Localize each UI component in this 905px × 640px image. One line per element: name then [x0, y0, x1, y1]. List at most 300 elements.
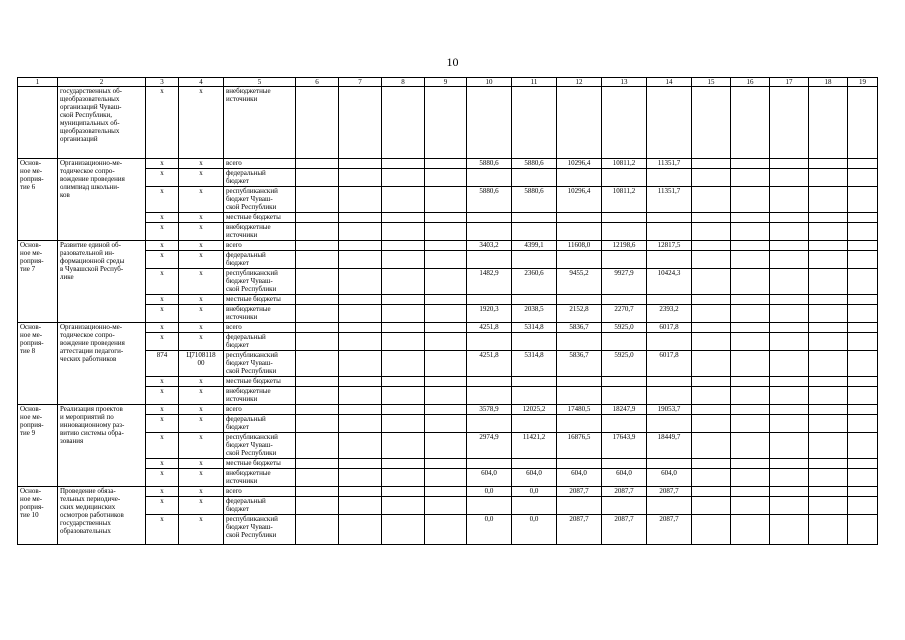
- cell-empty: [809, 251, 848, 269]
- cell-value: [602, 87, 647, 159]
- cell-empty: [731, 187, 770, 213]
- cell-col3: х: [146, 87, 179, 159]
- cell-empty: [425, 159, 467, 169]
- cell-value: 5836,7: [557, 351, 602, 377]
- cell-value: [647, 387, 692, 405]
- cell-empty: [425, 433, 467, 459]
- cell-value: 2087,7: [602, 487, 647, 497]
- cell-value: 4251,8: [467, 323, 512, 333]
- cell-value: 9927,9: [602, 269, 647, 295]
- cell-empty: [339, 497, 382, 515]
- cell-empty: [296, 251, 339, 269]
- cell-empty: [770, 515, 809, 545]
- cell-empty: [339, 187, 382, 213]
- cell-empty: [731, 295, 770, 305]
- cell-value: [647, 377, 692, 387]
- cell-empty: [339, 377, 382, 387]
- cell-empty: [425, 415, 467, 433]
- cell-value: [512, 415, 557, 433]
- column-header: 10: [467, 78, 512, 87]
- cell-source: внебюджетные источники: [224, 223, 296, 241]
- cell-empty: [339, 213, 382, 223]
- cell-empty: [809, 377, 848, 387]
- cell-col4: х: [179, 323, 224, 333]
- cell-source: местные бюджеты: [224, 377, 296, 387]
- cell-value: 17643,9: [602, 433, 647, 459]
- cell-col4: х: [179, 169, 224, 187]
- cell-empty: [382, 487, 425, 497]
- cell-value: [512, 387, 557, 405]
- cell-empty: [731, 487, 770, 497]
- cell-value: [512, 213, 557, 223]
- cell-value: [647, 213, 692, 223]
- cell-empty: [848, 269, 878, 295]
- table-row: [18, 305, 878, 323]
- cell-empty: [770, 323, 809, 333]
- column-header: 1: [18, 78, 58, 87]
- cell-value: 0,0: [467, 515, 512, 545]
- cell-value: 4251,8: [467, 351, 512, 377]
- cell-value: 18247,9: [602, 405, 647, 415]
- cell-value: [647, 415, 692, 433]
- cell-value: [557, 497, 602, 515]
- cell-value: [602, 387, 647, 405]
- cell-empty: [382, 459, 425, 469]
- cell-value: 2152,8: [557, 305, 602, 323]
- cell-value: [512, 251, 557, 269]
- table-row: [18, 497, 878, 515]
- cell-source: республиканский бюджет Чуваш- ской Республики: [224, 187, 296, 213]
- cell-value: [557, 213, 602, 223]
- cell-empty: [731, 269, 770, 295]
- cell-value: [512, 87, 557, 159]
- cell-empty: [770, 159, 809, 169]
- table-header-row: [18, 78, 878, 87]
- cell-source: республиканский бюджет Чуваш- ской Республики: [224, 351, 296, 377]
- cell-value: 19053,7: [647, 405, 692, 415]
- cell-empty: [731, 223, 770, 241]
- cell-empty: [770, 223, 809, 241]
- cell-source: местные бюджеты: [224, 295, 296, 305]
- cell-col3: 874: [146, 351, 179, 377]
- cell-value: [512, 223, 557, 241]
- cell-empty: [809, 187, 848, 213]
- cell-empty: [848, 351, 878, 377]
- cell-description: Организационно-ме- тодическое сопро- вождение проведения олимпиад школьни- ков: [58, 159, 146, 241]
- cell-value: [647, 333, 692, 351]
- cell-value: 2087,7: [557, 487, 602, 497]
- table-row: [18, 295, 878, 305]
- cell-empty: [809, 269, 848, 295]
- column-header: 16: [731, 78, 770, 87]
- cell-empty: [692, 87, 731, 159]
- cell-source: всего: [224, 241, 296, 251]
- cell-activity: Основ- ное ме- роприя- тие 7: [18, 241, 58, 323]
- cell-empty: [848, 377, 878, 387]
- cell-col4: х: [179, 269, 224, 295]
- cell-empty: [848, 159, 878, 169]
- cell-value: [467, 169, 512, 187]
- cell-empty: [731, 213, 770, 223]
- cell-value: 604,0: [647, 469, 692, 487]
- cell-empty: [339, 251, 382, 269]
- cell-empty: [848, 497, 878, 515]
- cell-value: 2393,2: [647, 305, 692, 323]
- cell-empty: [425, 169, 467, 187]
- cell-empty: [692, 415, 731, 433]
- cell-value: [467, 333, 512, 351]
- cell-col3: х: [146, 333, 179, 351]
- table-row: [18, 415, 878, 433]
- column-header: 18: [809, 78, 848, 87]
- table-row: [18, 405, 878, 415]
- cell-empty: [848, 305, 878, 323]
- cell-empty: [692, 169, 731, 187]
- cell-empty: [770, 387, 809, 405]
- cell-empty: [848, 241, 878, 251]
- cell-empty: [425, 377, 467, 387]
- cell-empty: [848, 459, 878, 469]
- table-row: [18, 377, 878, 387]
- cell-value: 11351,7: [647, 187, 692, 213]
- cell-col3: х: [146, 433, 179, 459]
- cell-empty: [809, 159, 848, 169]
- cell-empty: [731, 159, 770, 169]
- cell-empty: [425, 469, 467, 487]
- cell-source: внебюджетные источники: [224, 387, 296, 405]
- cell-col4: х: [179, 295, 224, 305]
- cell-empty: [382, 187, 425, 213]
- cell-value: 17480,5: [557, 405, 602, 415]
- column-header: 14: [647, 78, 692, 87]
- cell-empty: [692, 405, 731, 415]
- cell-source: республиканский бюджет Чуваш- ской Республики: [224, 269, 296, 295]
- cell-empty: [731, 415, 770, 433]
- cell-empty: [692, 433, 731, 459]
- cell-empty: [848, 433, 878, 459]
- cell-source: федеральный бюджет: [224, 497, 296, 515]
- cell-source: федеральный бюджет: [224, 251, 296, 269]
- cell-empty: [382, 387, 425, 405]
- cell-source: федеральный бюджет: [224, 169, 296, 187]
- column-header: 12: [557, 78, 602, 87]
- cell-source: всего: [224, 323, 296, 333]
- cell-empty: [731, 459, 770, 469]
- cell-activity: Основ- ное ме- роприя- тие 8: [18, 323, 58, 405]
- column-header: 11: [512, 78, 557, 87]
- cell-col3: х: [146, 377, 179, 387]
- cell-empty: [692, 305, 731, 323]
- cell-value: [557, 333, 602, 351]
- cell-empty: [339, 515, 382, 545]
- cell-empty: [382, 169, 425, 187]
- cell-empty: [296, 213, 339, 223]
- cell-value: [602, 213, 647, 223]
- cell-empty: [382, 223, 425, 241]
- cell-empty: [731, 333, 770, 351]
- cell-empty: [809, 415, 848, 433]
- cell-source: внебюджетные источники: [224, 469, 296, 487]
- cell-value: [557, 87, 602, 159]
- cell-empty: [425, 515, 467, 545]
- cell-empty: [339, 159, 382, 169]
- cell-empty: [692, 295, 731, 305]
- cell-empty: [296, 459, 339, 469]
- cell-value: 5880,6: [467, 159, 512, 169]
- cell-empty: [770, 377, 809, 387]
- cell-value: 2360,6: [512, 269, 557, 295]
- cell-col3: х: [146, 387, 179, 405]
- cell-empty: [425, 241, 467, 251]
- cell-empty: [296, 469, 339, 487]
- cell-empty: [296, 269, 339, 295]
- cell-col4: х: [179, 459, 224, 469]
- cell-source: федеральный бюджет: [224, 333, 296, 351]
- cell-empty: [296, 241, 339, 251]
- cell-empty: [296, 187, 339, 213]
- cell-empty: [770, 295, 809, 305]
- cell-col3: х: [146, 487, 179, 497]
- cell-empty: [770, 351, 809, 377]
- column-header: 13: [602, 78, 647, 87]
- cell-empty: [339, 87, 382, 159]
- cell-empty: [692, 333, 731, 351]
- cell-value: [557, 387, 602, 405]
- cell-empty: [382, 295, 425, 305]
- cell-empty: [809, 213, 848, 223]
- cell-empty: [382, 251, 425, 269]
- cell-value: 5314,8: [512, 323, 557, 333]
- cell-value: [602, 459, 647, 469]
- cell-col3: х: [146, 159, 179, 169]
- cell-value: [467, 223, 512, 241]
- cell-value: 5925,0: [602, 323, 647, 333]
- cell-value: 0,0: [512, 515, 557, 545]
- cell-value: [647, 295, 692, 305]
- cell-empty: [296, 497, 339, 515]
- cell-empty: [339, 295, 382, 305]
- cell-empty: [731, 169, 770, 187]
- cell-value: 5314,8: [512, 351, 557, 377]
- cell-value: 5836,7: [557, 323, 602, 333]
- cell-empty: [731, 405, 770, 415]
- cell-col4: х: [179, 187, 224, 213]
- cell-empty: [809, 87, 848, 159]
- cell-value: [557, 251, 602, 269]
- cell-empty: [425, 387, 467, 405]
- cell-empty: [692, 469, 731, 487]
- cell-empty: [382, 377, 425, 387]
- cell-empty: [848, 87, 878, 159]
- column-header: 2: [58, 78, 146, 87]
- cell-value: [602, 333, 647, 351]
- cell-empty: [848, 333, 878, 351]
- cell-empty: [731, 469, 770, 487]
- cell-empty: [296, 223, 339, 241]
- cell-empty: [382, 515, 425, 545]
- cell-empty: [382, 323, 425, 333]
- cell-value: [512, 459, 557, 469]
- cell-empty: [692, 487, 731, 497]
- cell-empty: [692, 323, 731, 333]
- cell-empty: [296, 433, 339, 459]
- cell-empty: [770, 169, 809, 187]
- cell-value: 10811,2: [602, 187, 647, 213]
- cell-empty: [692, 241, 731, 251]
- cell-empty: [296, 515, 339, 545]
- cell-col4: х: [179, 251, 224, 269]
- cell-empty: [692, 351, 731, 377]
- cell-source: всего: [224, 159, 296, 169]
- cell-empty: [692, 377, 731, 387]
- cell-empty: [425, 305, 467, 323]
- cell-empty: [425, 251, 467, 269]
- cell-col4: Ц7108118 00: [179, 351, 224, 377]
- cell-empty: [339, 405, 382, 415]
- cell-col3: х: [146, 497, 179, 515]
- column-header: 17: [770, 78, 809, 87]
- cell-empty: [382, 241, 425, 251]
- cell-value: [557, 295, 602, 305]
- cell-col4: х: [179, 405, 224, 415]
- cell-value: [512, 333, 557, 351]
- cell-empty: [425, 333, 467, 351]
- cell-value: [467, 387, 512, 405]
- cell-source: республиканский бюджет Чуваш- ской Республики: [224, 433, 296, 459]
- table-row: [18, 187, 878, 213]
- cell-empty: [770, 433, 809, 459]
- cell-value: 12198,6: [602, 241, 647, 251]
- cell-value: 2087,7: [557, 515, 602, 545]
- cell-empty: [339, 415, 382, 433]
- cell-empty: [809, 515, 848, 545]
- cell-value: 12817,5: [647, 241, 692, 251]
- cell-col4: х: [179, 497, 224, 515]
- cell-description: государственных об- щеобразовательных организаций Чуваш- ской Республики, муниципальных об- щеобразовательных организаций: [58, 87, 146, 159]
- cell-empty: [809, 387, 848, 405]
- cell-empty: [770, 469, 809, 487]
- cell-empty: [296, 87, 339, 159]
- cell-value: [602, 497, 647, 515]
- cell-empty: [425, 351, 467, 377]
- cell-col4: х: [179, 305, 224, 323]
- cell-empty: [296, 159, 339, 169]
- cell-empty: [296, 295, 339, 305]
- cell-empty: [382, 213, 425, 223]
- cell-source: внебюджетные источники: [224, 87, 296, 159]
- cell-source: республиканский бюджет Чуваш- ской Республики: [224, 515, 296, 545]
- cell-empty: [296, 415, 339, 433]
- cell-empty: [731, 433, 770, 459]
- cell-empty: [809, 433, 848, 459]
- cell-empty: [425, 405, 467, 415]
- cell-empty: [770, 305, 809, 323]
- cell-empty: [848, 415, 878, 433]
- cell-empty: [848, 405, 878, 415]
- cell-value: [512, 169, 557, 187]
- cell-empty: [809, 469, 848, 487]
- cell-empty: [809, 333, 848, 351]
- cell-empty: [770, 459, 809, 469]
- cell-empty: [339, 169, 382, 187]
- cell-empty: [425, 223, 467, 241]
- cell-col4: х: [179, 433, 224, 459]
- cell-empty: [382, 159, 425, 169]
- table-row: [18, 251, 878, 269]
- cell-empty: [296, 377, 339, 387]
- cell-col4: х: [179, 241, 224, 251]
- cell-empty: [382, 269, 425, 295]
- table-row: [18, 87, 878, 159]
- cell-empty: [809, 351, 848, 377]
- cell-value: [512, 497, 557, 515]
- table-row: [18, 223, 878, 241]
- cell-empty: [425, 497, 467, 515]
- cell-empty: [809, 305, 848, 323]
- cell-value: 3403,2: [467, 241, 512, 251]
- cell-col4: х: [179, 333, 224, 351]
- cell-value: [512, 295, 557, 305]
- cell-value: 12025,2: [512, 405, 557, 415]
- cell-col3: х: [146, 169, 179, 187]
- cell-value: 1482,9: [467, 269, 512, 295]
- cell-value: 604,0: [512, 469, 557, 487]
- cell-value: 2087,7: [647, 515, 692, 545]
- cell-empty: [339, 487, 382, 497]
- cell-value: [467, 213, 512, 223]
- cell-empty: [382, 305, 425, 323]
- cell-empty: [848, 169, 878, 187]
- cell-empty: [770, 269, 809, 295]
- cell-col3: х: [146, 269, 179, 295]
- cell-col3: х: [146, 515, 179, 545]
- table-row: [18, 213, 878, 223]
- cell-empty: [848, 251, 878, 269]
- table-row: [18, 515, 878, 545]
- cell-col4: х: [179, 87, 224, 159]
- table-row: [18, 169, 878, 187]
- cell-empty: [809, 241, 848, 251]
- cell-empty: [731, 87, 770, 159]
- cell-empty: [339, 433, 382, 459]
- cell-value: 2087,7: [602, 515, 647, 545]
- table-row: [18, 333, 878, 351]
- cell-empty: [382, 469, 425, 487]
- table-row: [18, 469, 878, 487]
- column-header: 5: [224, 78, 296, 87]
- cell-value: 9455,2: [557, 269, 602, 295]
- cell-empty: [425, 459, 467, 469]
- cell-empty: [382, 333, 425, 351]
- cell-value: 5880,6: [467, 187, 512, 213]
- cell-empty: [731, 251, 770, 269]
- cell-value: [557, 377, 602, 387]
- budget-table: [17, 77, 878, 545]
- column-header: 7: [339, 78, 382, 87]
- cell-col3: х: [146, 405, 179, 415]
- cell-empty: [339, 333, 382, 351]
- cell-value: [602, 377, 647, 387]
- cell-value: [647, 459, 692, 469]
- cell-col3: х: [146, 323, 179, 333]
- cell-value: [647, 169, 692, 187]
- table-row: [18, 159, 878, 169]
- cell-value: [512, 377, 557, 387]
- cell-empty: [848, 323, 878, 333]
- column-header: 6: [296, 78, 339, 87]
- cell-col3: х: [146, 241, 179, 251]
- cell-empty: [809, 459, 848, 469]
